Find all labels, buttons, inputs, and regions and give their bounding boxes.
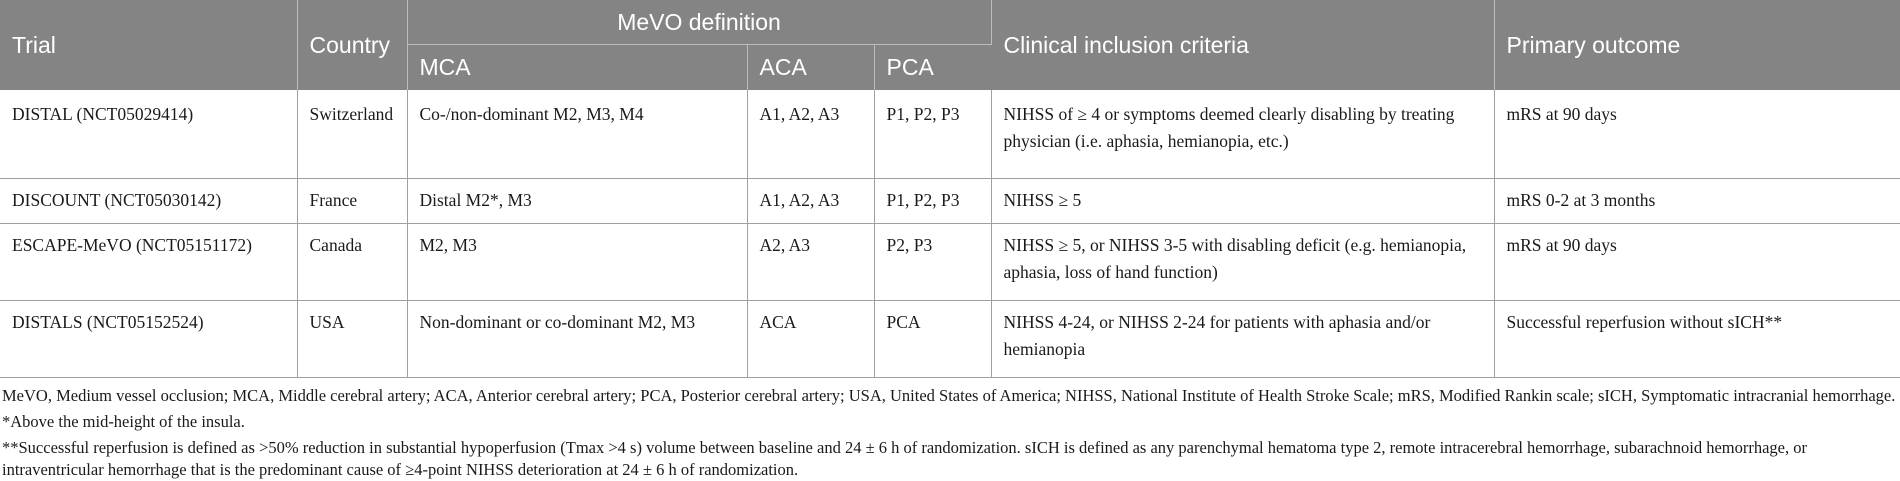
header-mevo-definition: MeVO definition [407,0,991,45]
cell-criteria: NIHSS of ≥ 4 or symptoms deemed clearly disabling by treating physician (i.e. aphasia, hemianopia, etc.) [991,90,1494,179]
cell-trial: DISCOUNT (NCT05030142) [0,179,297,224]
header-primary-outcome: Primary outcome [1494,0,1900,90]
cell-country: France [297,179,407,224]
cell-trial: DISTAL (NCT05029414) [0,90,297,179]
cell-outcome: Successful reperfusion without sICH** [1494,301,1900,378]
cell-country: USA [297,301,407,378]
table-body [0,90,1900,378]
header-clinical-inclusion-criteria: Clinical inclusion criteria [991,0,1494,90]
header-pca: PCA [874,45,991,91]
cell-pca: PCA [874,301,991,378]
table-header [0,0,1900,90]
table-row [0,301,1900,378]
cell-pca: P1, P2, P3 [874,90,991,179]
cell-mca: Distal M2*, M3 [407,179,747,224]
footnote-abbreviations: MeVO, Medium vessel occlusion; MCA, Middle cerebral artery; ACA, Anterior cerebral artery; PCA, Posterior cerebral artery; USA, United States of America; NIHSS, National Institute of Health Stroke Scale; mRS, Modified Rankin scale; sICH, Symptomatic intracranial hemorrhage. [2,386,1896,405]
header-country: Country [297,0,407,90]
table-row [0,224,1900,301]
cell-pca: P1, P2, P3 [874,179,991,224]
table-row [0,179,1900,224]
cell-aca: A1, A2, A3 [747,179,874,224]
cell-criteria: NIHSS ≥ 5, or NIHSS 3-5 with disabling deficit (e.g. hemianopia, aphasia, loss of hand function) [991,224,1494,301]
cell-aca: ACA [747,301,874,378]
table-row [0,90,1900,179]
cell-criteria: NIHSS ≥ 5 [991,179,1494,224]
footnote-single-asterisk: *Above the mid-height of the insula. [2,412,245,431]
cell-outcome: mRS 0-2 at 3 months [1494,179,1900,224]
cell-country: Switzerland [297,90,407,179]
cell-outcome: mRS at 90 days [1494,90,1900,179]
cell-pca: P2, P3 [874,224,991,301]
cell-mca: Co-/non-dominant M2, M3, M4 [407,90,747,179]
table-footnotes [0,378,1900,481]
cell-aca: A2, A3 [747,224,874,301]
cell-mca: M2, M3 [407,224,747,301]
cell-criteria: NIHSS 4-24, or NIHSS 2-24 for patients with aphasia and/or hemianopia [991,301,1494,378]
cell-aca: A1, A2, A3 [747,90,874,179]
cell-trial: DISTALS (NCT05152524) [0,301,297,378]
cell-trial: ESCAPE-MeVO (NCT05151172) [0,224,297,301]
header-trial: Trial [0,0,297,90]
header-aca: ACA [747,45,874,91]
cell-country: Canada [297,224,407,301]
footnote-double-asterisk: **Successful reperfusion is defined as >50% reduction in substantial hypoperfusion (Tmax >4 s) volume between baseline and 24 ± 6 h of randomization. sICH is defined as any parenchymal hematoma type 2, remote intracerebral hemorrhage, subarachnoid hemorrhage, or intraventricular hemorrhage that is the predominant cause of ≥4-point NIHSS deterioration at 24 ± 6 h of randomization. [2,438,1807,479]
header-mca: MCA [407,45,747,91]
cell-outcome: mRS at 90 days [1494,224,1900,301]
cell-mca: Non-dominant or co-dominant M2, M3 [407,301,747,378]
